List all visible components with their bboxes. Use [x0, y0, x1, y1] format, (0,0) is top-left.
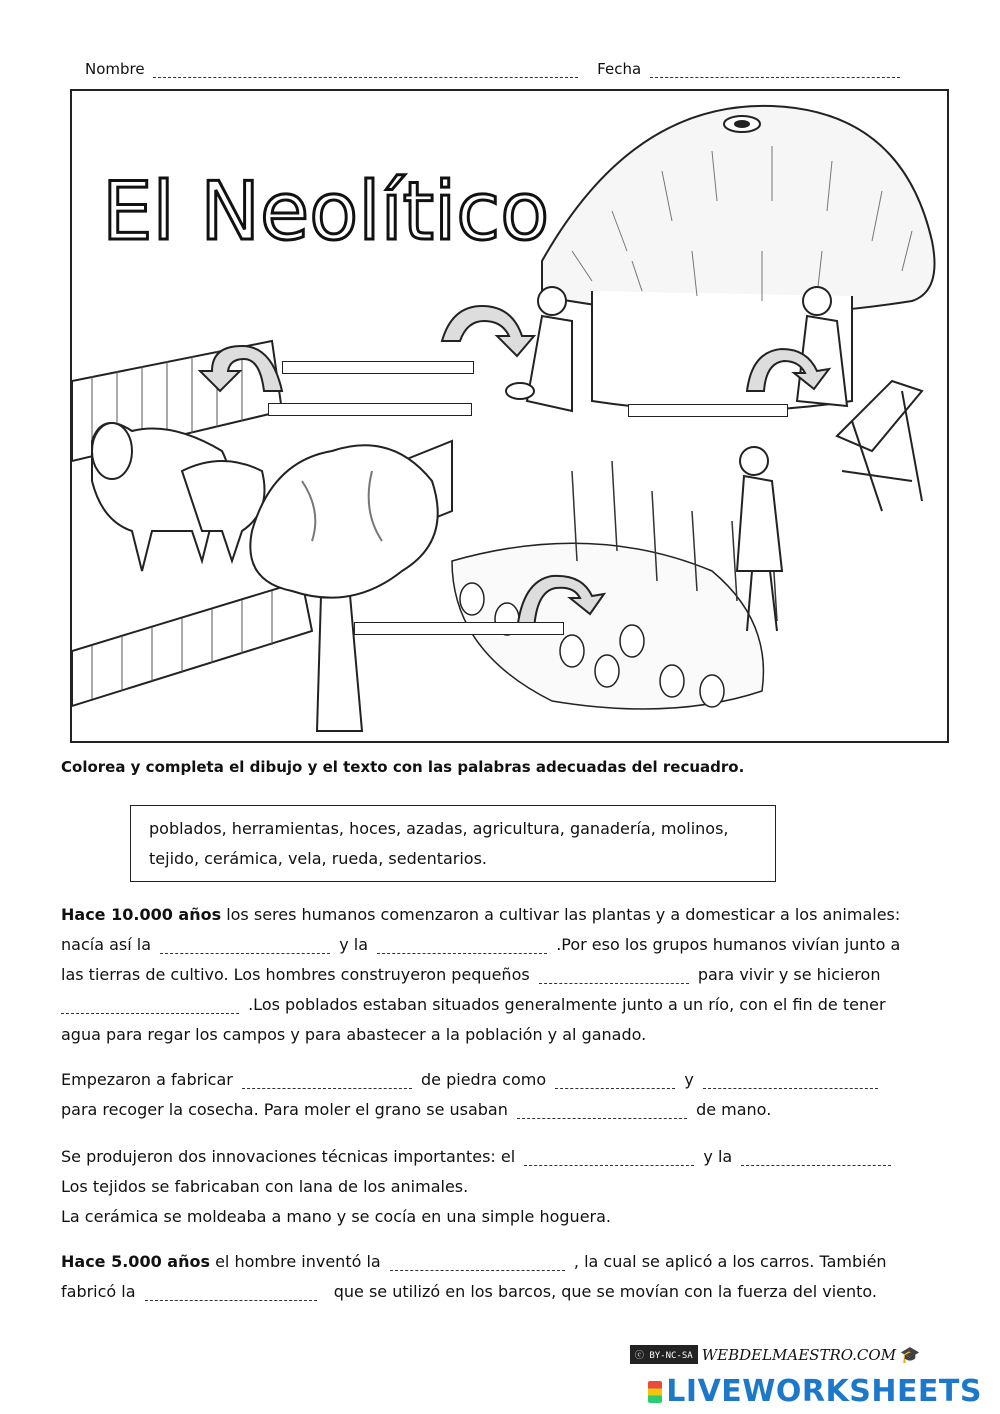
blank-sedentarios[interactable]: [61, 997, 239, 1014]
p1-text-2: nacía así la: [61, 935, 151, 954]
p3-text-2: y la: [703, 1147, 733, 1166]
crop-field: [452, 461, 777, 709]
p1-text-1: los seres humanos comenzaron a cultivar las plantas y a domesticar a los animales:: [221, 905, 901, 924]
p4-bold: Hace 5.000 años: [61, 1252, 210, 1271]
p2-text-5: de mano.: [696, 1100, 772, 1119]
p4-text-4: que se utilizó en los barcos, que se movían con la fuerza del viento.: [333, 1282, 877, 1301]
blank-hoces[interactable]: [555, 1072, 675, 1089]
cc-license-badge: [630, 1345, 698, 1364]
p3-text-3: Los tejidos se fabricaban con lana de los animales.: [61, 1177, 469, 1196]
p2-text-2: de piedra como: [421, 1070, 547, 1089]
label-box-3[interactable]: [628, 404, 788, 417]
paragraph-2: [61, 1065, 941, 1125]
blank-poblados[interactable]: [539, 967, 689, 984]
blank-vela[interactable]: [145, 1284, 317, 1301]
p1-bold: Hace 10.000 años: [61, 905, 222, 924]
paragraph-1: [61, 900, 941, 1050]
word-bank: [130, 805, 776, 882]
blank-herramientas[interactable]: [242, 1072, 412, 1089]
liveworksheets-brand[interactable]: [648, 1374, 982, 1409]
liveworksheets-logo-icon: [648, 1381, 662, 1403]
blank-molinos[interactable]: [517, 1102, 687, 1119]
blank-rueda[interactable]: [390, 1254, 565, 1271]
illustration-title: El Neolítico: [102, 165, 550, 258]
label-box-1[interactable]: [282, 361, 474, 374]
hut: [542, 106, 935, 411]
paragraph-4: [61, 1247, 941, 1307]
blank-ganaderia[interactable]: [377, 937, 547, 954]
label-box-2[interactable]: [268, 403, 472, 416]
p2-text-1: Empezaron a fabricar: [61, 1070, 233, 1089]
p1-text-5: las tierras de cultivo. Los hombres construyeron pequeños: [61, 965, 530, 984]
word-bank-line-2: tejido, cerámica, vela, rueda, sedentarios.: [149, 849, 488, 868]
blank-tejido[interactable]: [524, 1149, 694, 1166]
p1-text-3: y la: [339, 935, 368, 954]
date-label: Fecha: [597, 60, 642, 78]
instructions: Colorea y completa el dibujo y el texto con las palabras adecuadas del recuadro.: [61, 758, 745, 776]
brand-text: LIVEWORKSHEETS: [666, 1374, 982, 1409]
footer-credits: [630, 1345, 920, 1364]
date-input[interactable]: [650, 61, 900, 78]
blank-agricultura[interactable]: [160, 937, 330, 954]
p1-text-8: agua para regar los campos y para abastecer a la población y al ganado.: [61, 1025, 647, 1044]
cc-icon: ⓒ: [634, 1351, 644, 1361]
p1-text-6: para vivir y se hicieron: [697, 965, 881, 984]
blank-ceramica[interactable]: [741, 1149, 891, 1166]
site-name: WEBDELMAESTRO.COM: [701, 1345, 897, 1364]
name-input[interactable]: [153, 61, 578, 78]
word-bank-line-1: poblados, herramientas, hoces, azadas, agricultura, ganadería, molinos,: [149, 819, 729, 838]
tree: [250, 445, 437, 731]
arrow-icon: [442, 306, 534, 356]
livestock: [92, 423, 265, 571]
p4-text-1: el hombre inventó la: [209, 1252, 381, 1271]
p3-text-4: La cerámica se moldeaba a mano y se cocía en una simple hoguera.: [61, 1207, 611, 1226]
p1-text-4: .Por eso los grupos humanos vivían junto a: [556, 935, 901, 954]
p4-text-2: , la cual se aplicó a los carros. También: [573, 1252, 887, 1271]
label-box-4[interactable]: [354, 622, 564, 635]
neolithic-illustration: [70, 89, 949, 743]
p2-text-3: y: [684, 1070, 694, 1089]
p3-text-1: Se produjeron dos innovaciones técnicas importantes: el: [61, 1147, 516, 1166]
p1-text-7: .Los poblados estaban situados generalmente junto a un río, con el fin de tener: [248, 995, 886, 1014]
header-row: [85, 60, 904, 78]
graduation-cap-icon: 🎓: [900, 1345, 920, 1364]
scene-drawing: [72, 91, 949, 743]
blank-azadas[interactable]: [703, 1072, 878, 1089]
p4-text-3: fabricó la: [61, 1282, 136, 1301]
paragraph-3: [61, 1142, 941, 1232]
cc-label: BY-NC-SA: [649, 1351, 693, 1361]
name-label: Nombre: [85, 60, 145, 78]
p2-text-4: para recoger la cosecha. Para moler el grano se usaban: [61, 1100, 508, 1119]
